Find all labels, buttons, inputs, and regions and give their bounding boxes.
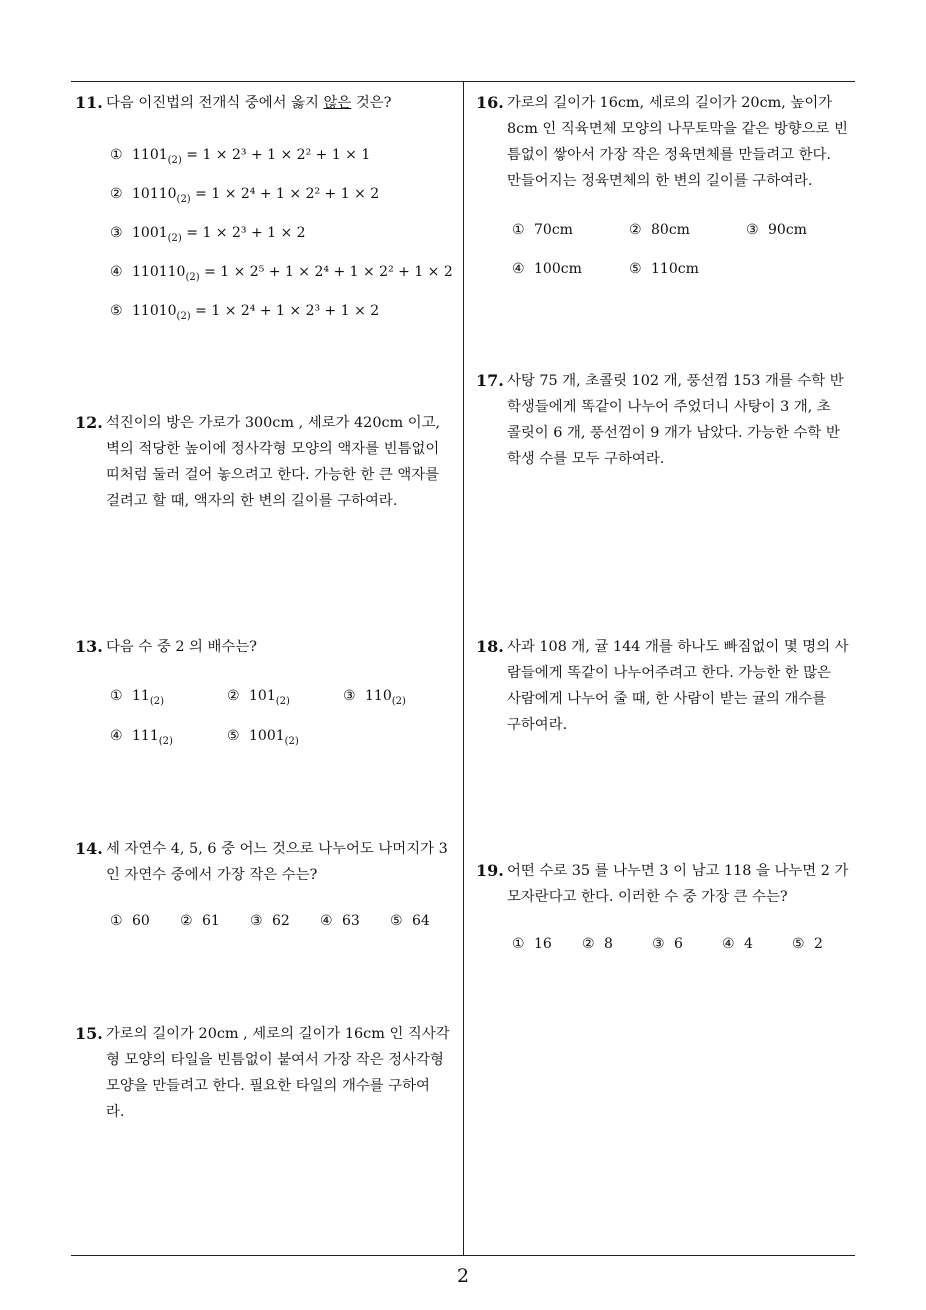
option-mark: ⑤ — [629, 261, 642, 277]
option-3[interactable] — [250, 913, 290, 929]
option-mark: ② — [180, 913, 193, 929]
option-2[interactable] — [582, 936, 613, 952]
base-subscript: (2) — [176, 310, 191, 322]
option-mark: ③ — [746, 222, 759, 238]
question-number: 17. — [476, 371, 504, 390]
option-value: 1101 — [132, 147, 168, 163]
question-text — [106, 410, 460, 514]
option-value: 1001 — [249, 728, 285, 744]
option-expansion: = 1 × 2⁴ + 1 × 2² + 1 × 2 — [190, 186, 380, 202]
option-1[interactable] — [110, 147, 370, 166]
option-expansion: = 1 × 2³ + 1 × 2 — [181, 225, 306, 241]
base-subscript: (2) — [158, 735, 173, 747]
text-line: 구하여라. — [507, 717, 568, 733]
option-mark: ③ — [343, 688, 356, 704]
base-subscript: (2) — [284, 735, 299, 747]
question-text — [106, 90, 460, 116]
column-divider — [463, 82, 464, 1256]
bottom-rule — [71, 1255, 855, 1256]
option-5[interactable] — [110, 303, 379, 322]
option-3[interactable] — [343, 688, 406, 707]
text-line: 만들어지는 정육면체의 한 변의 길이를 구하여라. — [507, 173, 813, 189]
text-line: 람들에게 똑같이 나누어주려고 한다. 가능한 한 많은 — [507, 665, 831, 681]
option-mark: ④ — [512, 261, 525, 277]
question-14 — [75, 836, 460, 888]
question-number: 13. — [75, 637, 103, 656]
option-3[interactable] — [652, 936, 683, 952]
option-4[interactable] — [320, 913, 360, 929]
question-number: 11. — [75, 93, 103, 112]
base-subscript: (2) — [275, 695, 290, 707]
text-line: 석진이의 방은 가로가 300cm , 세로가 420cm 이고, — [106, 415, 441, 431]
option-mark: ④ — [722, 936, 735, 952]
option-mark: ① — [512, 936, 525, 952]
question-number: 18. — [476, 637, 504, 656]
option-mark: ② — [582, 936, 595, 952]
option-value: 16 — [534, 936, 552, 952]
question-text — [106, 1021, 460, 1125]
text-line: 형 모양의 타일을 빈틈없이 붙여서 가장 작은 정사각형 — [106, 1052, 444, 1068]
question-number: 19. — [476, 861, 504, 880]
option-value: 80cm — [651, 222, 690, 238]
question-number: 12. — [75, 413, 103, 432]
option-value: 62 — [272, 913, 290, 929]
question-text — [507, 90, 861, 194]
option-1[interactable] — [110, 688, 164, 707]
question-number: 14. — [75, 839, 103, 858]
option-4[interactable] — [722, 936, 753, 952]
question-18 — [476, 634, 861, 738]
text-line: 어떤 수로 35 를 나누면 3 이 남고 118 을 나누면 2 가 — [507, 863, 849, 879]
option-mark: ③ — [652, 936, 665, 952]
page-number: 2 — [456, 1265, 470, 1287]
option-mark: ② — [227, 688, 240, 704]
option-1[interactable] — [512, 936, 552, 952]
text-line: 학생 수를 모두 구하여라. — [507, 451, 665, 467]
option-mark: ③ — [110, 225, 123, 241]
question-11 — [75, 90, 460, 116]
option-2[interactable] — [629, 222, 690, 238]
option-5[interactable] — [227, 728, 299, 747]
text-line: 모자란다고 한다. 이러한 수 중 가장 큰 수는? — [507, 889, 788, 905]
question-number: 15. — [75, 1024, 103, 1043]
text-part: 다음 이진법의 전개식 중에서 옳지 — [106, 95, 324, 111]
option-mark: ⑤ — [110, 303, 123, 319]
text-line: 학생들에게 똑같이 나누어 주었더니 사탕이 3 개, 초 — [507, 399, 831, 415]
question-16 — [476, 90, 861, 194]
option-value: 1001 — [132, 225, 168, 241]
base-subscript: (2) — [149, 695, 164, 707]
text-line: 가로의 길이가 20cm , 세로의 길이가 16cm 인 직사각 — [106, 1026, 450, 1042]
text-line: 벽의 적당한 높이에 정사각형 모양의 액자를 빈틈없이 — [106, 441, 440, 457]
option-value: 8 — [604, 936, 613, 952]
question-13 — [75, 634, 460, 660]
option-mark: ② — [629, 222, 642, 238]
question-15 — [75, 1021, 460, 1125]
text-line: 사과 108 개, 귤 144 개를 하나도 빠짐없이 몇 명의 사 — [507, 639, 849, 655]
text-line: 라. — [106, 1104, 125, 1120]
text-line: 걸려고 할 때, 액자의 한 변의 길이를 구하여라. — [106, 493, 398, 509]
option-value: 110110 — [132, 264, 186, 280]
base-subscript: (2) — [391, 695, 406, 707]
question-number: 16. — [476, 93, 504, 112]
question-12 — [75, 410, 460, 514]
option-5[interactable] — [390, 913, 430, 929]
option-mark: ③ — [250, 913, 263, 929]
option-value: 100cm — [534, 261, 582, 277]
option-2[interactable] — [110, 186, 379, 205]
option-value: 110cm — [651, 261, 699, 277]
question-text — [507, 858, 861, 910]
option-3[interactable] — [746, 222, 807, 238]
option-4[interactable] — [110, 728, 173, 747]
question-17 — [476, 368, 861, 472]
base-subscript: (2) — [185, 271, 200, 283]
text-line: 띠처럼 둘러 걸어 놓으려고 한다. 가능한 한 큰 액자를 — [106, 467, 440, 483]
base-subscript: (2) — [176, 193, 191, 205]
option-mark: ④ — [320, 913, 333, 929]
option-value: 63 — [342, 913, 360, 929]
option-value: 11010 — [132, 303, 177, 319]
text-line: 모양을 만들려고 한다. 필요한 타일의 개수를 구하여 — [106, 1078, 430, 1094]
option-expansion: = 1 × 2³ + 1 × 2² + 1 × 1 — [181, 147, 371, 163]
text-part: 것은? — [351, 95, 392, 111]
option-expansion: = 1 × 2⁴ + 1 × 2³ + 1 × 2 — [190, 303, 380, 319]
text-line: 사람에게 나누어 줄 때, 한 사람이 받는 귤의 개수를 — [507, 691, 827, 707]
option-expansion: = 1 × 2⁵ + 1 × 2⁴ + 1 × 2² + 1 × 2 — [199, 264, 453, 280]
question-text — [507, 368, 861, 472]
option-mark: ① — [110, 147, 123, 163]
text-line: 인 자연수 중에서 가장 작은 수는? — [106, 867, 318, 883]
underlined-text: 않은 — [323, 95, 352, 111]
option-mark: ⑤ — [390, 913, 403, 929]
text-line: 가로의 길이가 16cm, 세로의 길이가 20cm, 높이가 — [507, 95, 833, 111]
option-4[interactable] — [512, 261, 582, 277]
option-mark: ① — [512, 222, 525, 238]
option-2[interactable] — [227, 688, 290, 707]
text-line: 콜릿이 6 개, 풍선껌이 9 개가 남았다. 가능한 수학 반 — [507, 425, 840, 441]
option-5[interactable] — [792, 936, 823, 952]
option-value: 101 — [249, 688, 276, 704]
text-line: 사탕 75 개, 초콜릿 102 개, 풍선껌 153 개를 수학 반 — [507, 373, 844, 389]
question-text — [507, 634, 861, 738]
option-value: 64 — [412, 913, 430, 929]
text-line: 세 자연수 4, 5, 6 중 어느 것으로 나누어도 나머지가 3 — [106, 841, 448, 857]
option-mark: ⑤ — [227, 728, 240, 744]
option-mark: ⑤ — [792, 936, 805, 952]
option-mark: ④ — [110, 264, 123, 280]
option-4[interactable] — [110, 264, 453, 283]
option-mark: ② — [110, 186, 123, 202]
option-mark: ① — [110, 688, 123, 704]
option-mark: ① — [110, 913, 123, 929]
option-value: 6 — [674, 936, 683, 952]
question-19 — [476, 858, 861, 910]
option-2[interactable] — [180, 913, 220, 929]
option-value: 10110 — [132, 186, 177, 202]
option-value: 2 — [814, 936, 823, 952]
option-mark: ④ — [110, 728, 123, 744]
option-value: 111 — [132, 728, 159, 744]
option-value: 70cm — [534, 222, 573, 238]
text-line: 8cm 인 직육면체 모양의 나무토막을 같은 방향으로 빈 — [507, 121, 848, 137]
option-value: 90cm — [768, 222, 807, 238]
question-text: 다음 수 중 2 의 배수는? — [106, 639, 257, 655]
base-subscript: (2) — [167, 232, 182, 244]
option-value: 61 — [202, 913, 220, 929]
option-5[interactable] — [629, 261, 699, 277]
option-3[interactable] — [110, 225, 306, 244]
option-1[interactable] — [110, 913, 150, 929]
option-value: 110 — [365, 688, 392, 704]
option-value: 11 — [132, 688, 150, 704]
question-text — [106, 836, 460, 888]
option-1[interactable] — [512, 222, 573, 238]
option-value: 60 — [132, 913, 150, 929]
base-subscript: (2) — [167, 154, 182, 166]
option-value: 4 — [744, 936, 753, 952]
text-line: 틈없이 쌓아서 가장 작은 정육면체를 만들려고 한다. — [507, 147, 831, 163]
